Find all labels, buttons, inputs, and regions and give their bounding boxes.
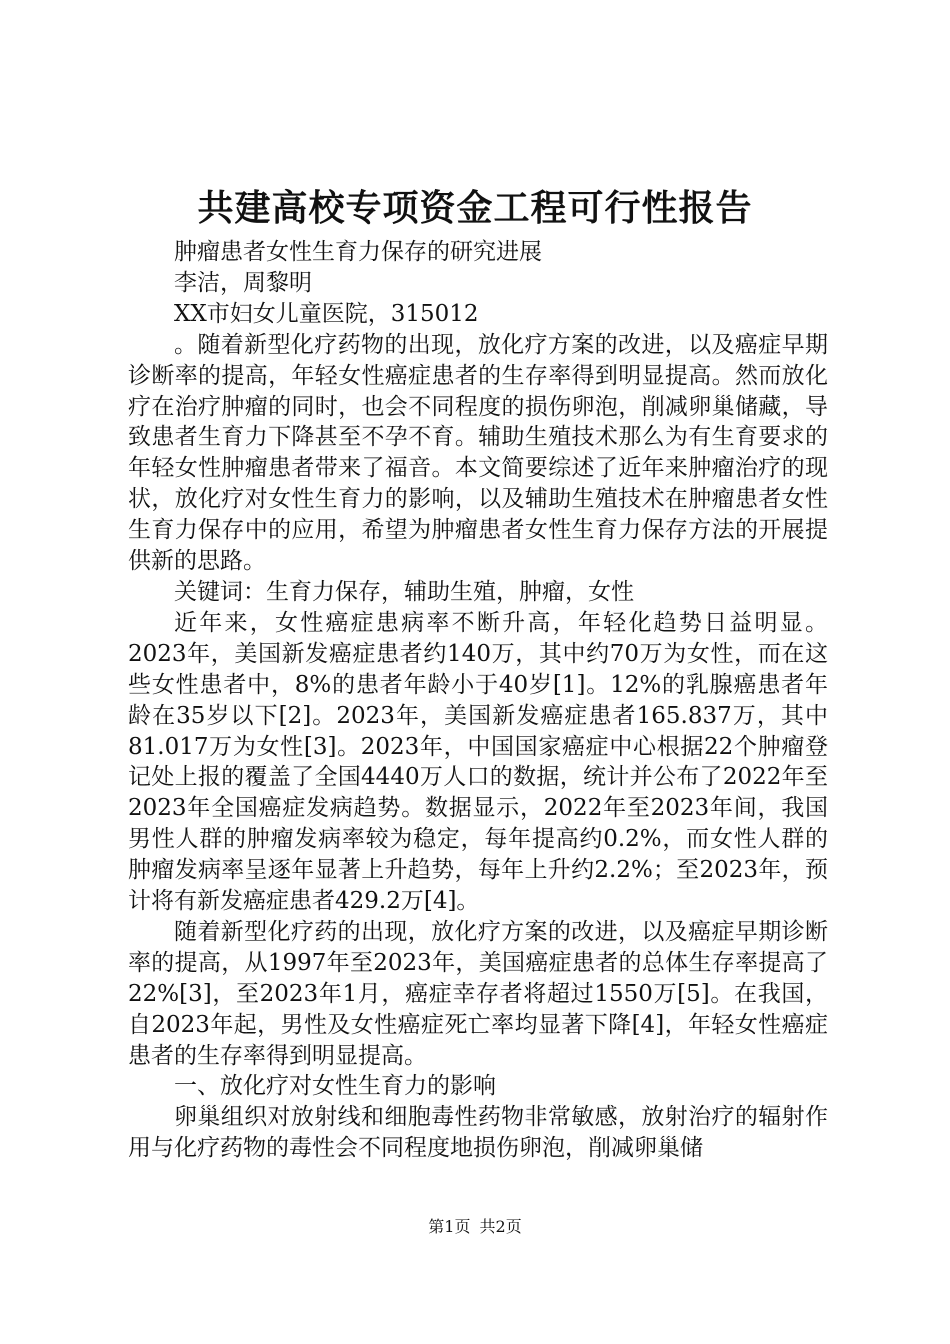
body-paragraph: 卵巢组织对放射线和细胞毒性药物非常敏感，放射治疗的辐射作用与化疗药物的毒性会不同程度地损伤卵泡，削减卵巢储 — [128, 1104, 828, 1162]
affiliation: XX市妇女儿童医院，315012 — [174, 300, 479, 327]
document-title: 共建高校专项资金工程可行性报告 — [197, 187, 753, 229]
section-heading: 一、放化疗对女性生育力的影响 — [174, 1073, 496, 1100]
page-footer — [0, 1216, 950, 1238]
page-number-total: 共2页 — [479, 1217, 522, 1236]
authors: 李洁，周黎明 — [174, 269, 312, 296]
paper-title: 肿瘤患者女性生育力保存的研究进展 — [174, 239, 542, 265]
abstract-paragraph: 。随着新型化疗药物的出现，放化疗方案的改进，以及癌症早期诊断率的提高，年轻女性癌症患者的生存率得到明显提高。然而放化疗在治疗肿瘤的同时，也会不同程度的损伤卵泡，削减卵巢储藏，导致患者生育力下降甚至不孕不育。辅助生殖技术那么为有生育要求的年轻女性肿瘤患者带来了福音。本文简要综述了近年来肿瘤治疗的现状，放化疗对女性生育力的影响，以及辅助生殖技术在肿瘤患者女性生育力保存中的应用，希望为肿瘤患者女性生育力保存方法的开展提供新的思路。 — [128, 331, 828, 575]
body-paragraph: 近年来，女性癌症患病率不断升高，年轻化趋势日益明显。2023年，美国新发癌症患者约140万，其中约70万为女性，而在这些女性患者中，8%的患者年龄小于40岁[1]。12%的乳腺癌患者年龄在35岁以下[2]。2023年，美国新发癌症患者165.837万，其中81.017万为女性[3]。2023年，中国国家癌症中心根据22个肿瘤登记处上报的覆盖了全国4440万人口的数据，统计并公布了2022年至2023年全国癌症发病趋势。数据显示，2022年至2023年间，我国男性人群的肿瘤发病率较为稳定，每年提高约0.2%，而女性人群的肿瘤发病率呈逐年显著上升趋势，每年上升约2.2%；至2023年，预计将有新发癌症患者429.2万[4]。 — [128, 609, 828, 915]
document-body — [128, 237, 828, 1164]
keywords-paragraph: 关键词：生育力保存，辅助生殖，肿瘤，女性 — [174, 578, 634, 605]
body-paragraph: 随着新型化疗药的出现，放化疗方案的改进，以及癌症早期诊断率的提高，从1997年至2023年，美国癌症患者的总体生存率提高了22%[3]，至2023年1月，癌症幸存者将超过1550万[5]。在我国，自2023年起，男性及女性癌症死亡率均显著下降[4]，年轻女性癌症患者的生存率得到明显提高。 — [128, 918, 828, 1069]
page-number-current: 第1页 — [428, 1217, 471, 1236]
